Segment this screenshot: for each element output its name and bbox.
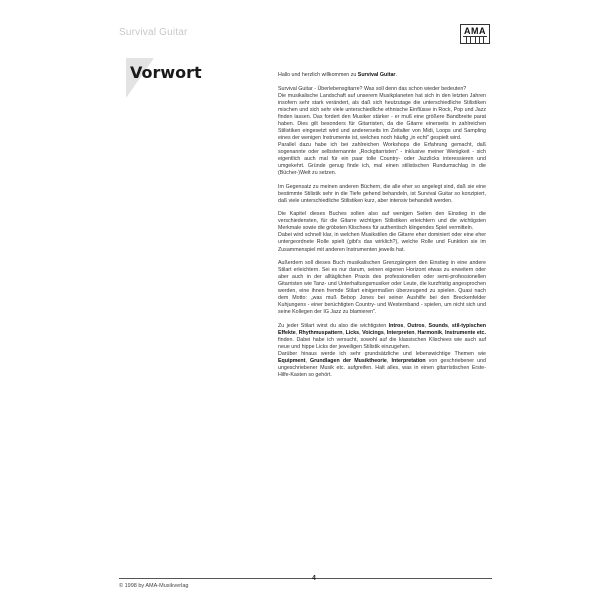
section-heading: Vorwort [130,63,202,82]
running-title: Survival Guitar [119,27,188,38]
publisher-logo [460,24,490,44]
paragraph: Hallo und herzlich willkommen zu Survival Guitar. [278,72,397,78]
paragraph: Die Kapitel dieses Buches sollen also auf wenigen Seiten den Einstieg in die verschiedensten, für die Gitarre wichtigen Stilistiken erleichtern und die wichtigsten Merkmale sowie die gröbsten Klischees für authentisch klingendes Spiel vermitteln. [278,211,486,232]
paragraph: Parallel dazu habe ich bei zahlreichen Workshops die Erfahrung gemacht, daß sogenannte oder selbsternannte „Rockgitarristen" - inklusive meiner Wenigkeit - sich eigentlich auch mal für ein paar tolle Country- oder Jazzlicks interessieren und umgekehrt. Gründe genug finde ich, mal einen stilistischen Rundumschlag in die (Bücher-)Welt zu setzen. [278,141,486,177]
logo-text: AMA [464,25,486,36]
page-number: 4 [312,575,316,582]
footer-copyright: © 1998 by AMA-Musikverlag [119,583,189,589]
paragraph: Die musikalische Landschaft auf unserem Musikplaneten hat sich in den letzten Jahren insofern sehr stark verändert, als daß sich heutzutage die unterschiedliche Stilistiken mischen und sich sehr viele unterschiedliche ethnische Einflüsse in Rock, Pop und Jazz finden lassen. Das fordert den Musiker stärker - er muß eine größere Bandbreite parat haben. Dies gilt besonders für Gitarristen, da die Gitarre einerseits in zahlreichen Stilistiken eingesetzt wird und andererseits im Zeitalter von Midi, Loops und Sampling eines der wenigen Instrumente ist, welches noch häufig „in echt" gespielt wird. [278,92,486,141]
piano-keys-icon [463,36,487,43]
body-text [278,72,486,379]
paragraph: Dabei wird schnell klar, in welchen Musikstilen die Gitarre eher dominiert oder eine eher untergeordnete Rolle spielt (gibt's das wirklich?), welche Rolle und Funktion sie im Zusammenspiel mit anderen Instrumenten jeweils hat. [278,232,486,253]
paragraph: Zu jeder Stilart wirst du also die wichtigsten Intros, Outros, Sounds, stil-typischen Effekte, Rhythmuspattern, Licks, Voicings, Interpreten, Harmonik, Instrumente etc. finden. Dabei habe ich versucht, sowohl auf die klassischen Klischees wie auch auf neue und hippe Licks der jeweiligen Stilistik einzugehen. [278,322,487,351]
paragraph: Außerdem soll dieses Buch musikalischen Grenzgängern den Einstieg in eine andere Stilart erleichtern. Sei es nur darum, seinen eigenen Horizont etwas zu erweitern oder aber auch in der alltäglichen Praxis des professionellen oder semi-professionellen Gitarristen wie Tanz- und Unterhaltungsmusiker oder Leute, die kurzfristig angesprochen werden, eine ihnen fremde Stilart einigermaßen überzeugend zu spielen. Quasi nach dem Motto: „was muß Bebop Jones bei seiner Aushilfe bei den Breckenfelder Kuhjungens - einer berüchtigten Country- und Westernband - spielen, um nicht sich und seine Kollegen der IG Jazz zu blamieren". [278,260,486,316]
paragraph: Survival Guitar - Überlebensgitarre? Was soll denn das schon wieder bedeuten? [278,85,467,92]
footer-divider [119,578,492,579]
paragraph: Darüber hinaus werde ich sehr grundsätzliche und lebenswichtige Themen wie Equipment, Grundlagen der Musiktheorie, Interpretation von geschriebener und ungeschriebener Musik etc. aufgreifen. Halt alles, was in einen gitarristischen Erste-Hilfe-Kasten so gehört. [278,351,486,379]
paragraph: Im Gegensatz zu meinen anderen Büchern, die alle eher so angelegt sind, daß sie eine bestimmte Stilistik sehr in die Tiefe gehend behandeln, ist Survival Guitar so konzipiert, daß viele unterschiedliche Stilistiken kurz, aber intensiv behandelt werden. [278,183,486,204]
